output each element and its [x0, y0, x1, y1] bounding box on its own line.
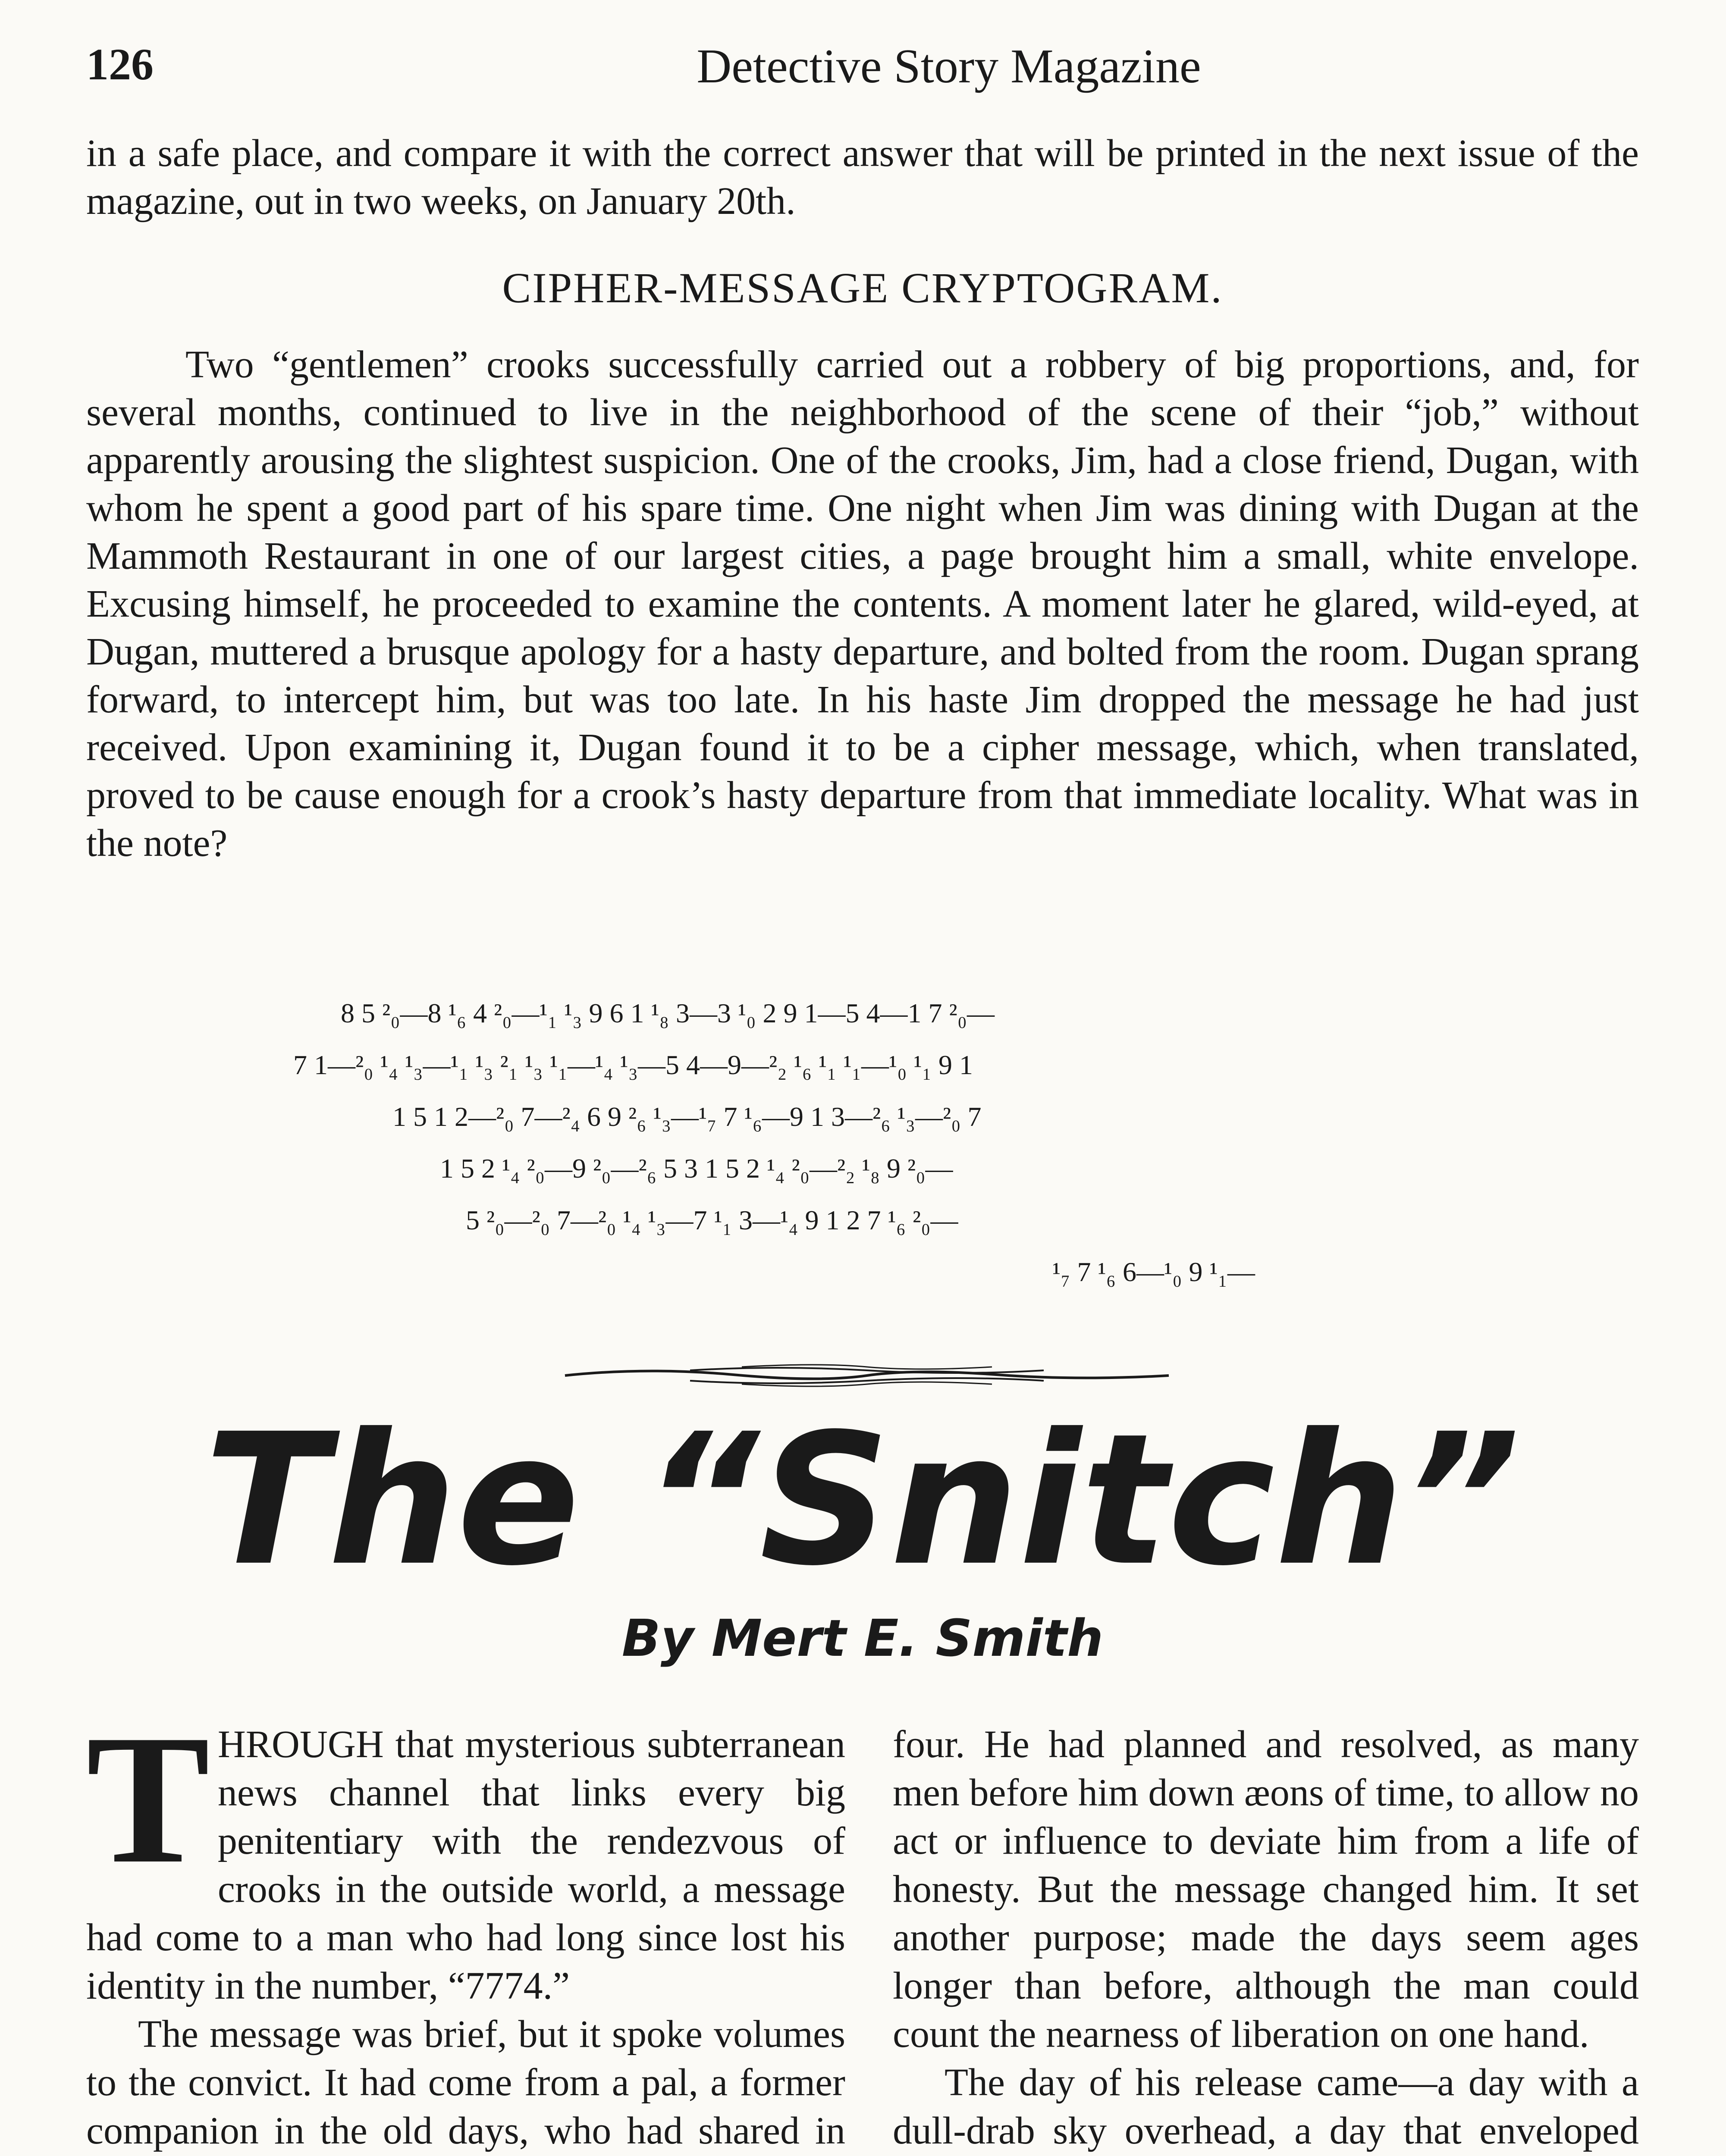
cryptogram-paragraph: Two “gentlemen” crooks successfully carried out a robbery of big proportions, and, for several months, continued to live in the neighborhood of the scene of their “job,” without apparently arousing the slightest suspicion. One of the crooks, Jim, had a close friend, Dugan, with whom he spent a good part of his spare time. One night when Jim was dining with Dugan at the Mammoth Restaurant in one of our largest cities, a page brought him a small, white envelope. Excusing himself, he proceeded to examine the contents. A moment later he glared, wild-eyed, at Dugan, muttered a brusque apology for a hasty departure, and bolted from the room. Dugan sprang forward, to intercept him, but was too late. In his haste Jim dropped the message he had just received. Upon examining it, Dugan found it to be a cipher message, which, when translated, proved to be cause enough for a crook’s hasty departure from that immediate locality. What was in the note?	[86, 343, 1639, 865]
story-byline: By Mert E. Smith	[621, 1608, 1104, 1668]
story-paragraph: The day of his release came—a day with a dull-drab sky overhead, a day that enveloped	[893, 2061, 1639, 2152]
cipher-line: 1 5 1 2—²₀ 7—²₄ 6 9 ²₆ ¹₃—¹₇ 7 ¹₆—9 1 3—²₆ ¹₃—²₀ 7	[392, 1101, 982, 1132]
cryptogram-heading: CIPHER-MESSAGE CRYPTOGRAM.	[502, 264, 1223, 312]
story-paragraph: four. He had planned and resolved, as many men before him down æons of time, to allow no act or influence to deviate him from a life of honesty. But the message changed him. It set another purpose; made the days seem ages longer than before, although the man could count the nearness of liberation on one hand.	[893, 1723, 1639, 2056]
drop-cap: T	[86, 1697, 210, 1902]
cipher-line: ¹₇ 7 ¹₆ 6—¹₀ 9 ¹₁—	[1052, 1257, 1255, 1287]
ornamental-divider	[561, 1350, 1173, 1401]
opening-text: HROUGH that mysterious subterranean news channel that links every big penitentiary with the rendezvous of crooks in the outside world, a message had come to a man who had long since lost his identity in the number, “7774.”	[86, 1723, 845, 2007]
cipher-line: 5 ²₀—²₀ 7—²₀ ¹₄ ¹₃—7 ¹₁ 3—¹₄ 9 1 2 7 ¹₆ ²₀—	[466, 1205, 958, 1235]
story-title: The “Snitch”	[204, 1395, 1521, 1606]
story-paragraph: The message was brief, but it spoke volumes to the convict. It had come from a pal, a former companion in the old days, who had shared in	[86, 2013, 845, 2152]
opening-paragraph	[86, 1697, 845, 2010]
cipher-line: 8 5 ²₀—8 ¹₆ 4 ²₀—¹₁ ¹₃ 9 6 1 ¹₈ 3—3 ¹₀ 2 9 1—5 4—1 7 ²₀—	[341, 998, 995, 1028]
page-number: 126	[86, 40, 154, 89]
right-column	[893, 1720, 1639, 2156]
continuation-paragraph: in a safe place, and compare it with the correct answer that will be printed in the next issue of the magazine, out in two weeks, on January 20th.	[86, 132, 1639, 222]
cipher-line: 7 1—²₀ ¹₄ ¹₃—¹₁ ¹₃ ²₁ ¹₃ ¹₁—¹₄ ¹₃—5 4—9—²₂ ¹₆ ¹₁ ¹₁—¹₀ ¹₁ 9 1	[293, 1050, 973, 1080]
left-column	[86, 1697, 845, 2156]
running-title: Detective Story Magazine	[697, 40, 1201, 93]
cipher-line: 1 5 2 ¹₄ ²₀—9 ²₀—²₆ 5 3 1 5 2 ¹₄ ²₀—²₂ ¹₈ 9 ²₀—	[440, 1153, 953, 1184]
